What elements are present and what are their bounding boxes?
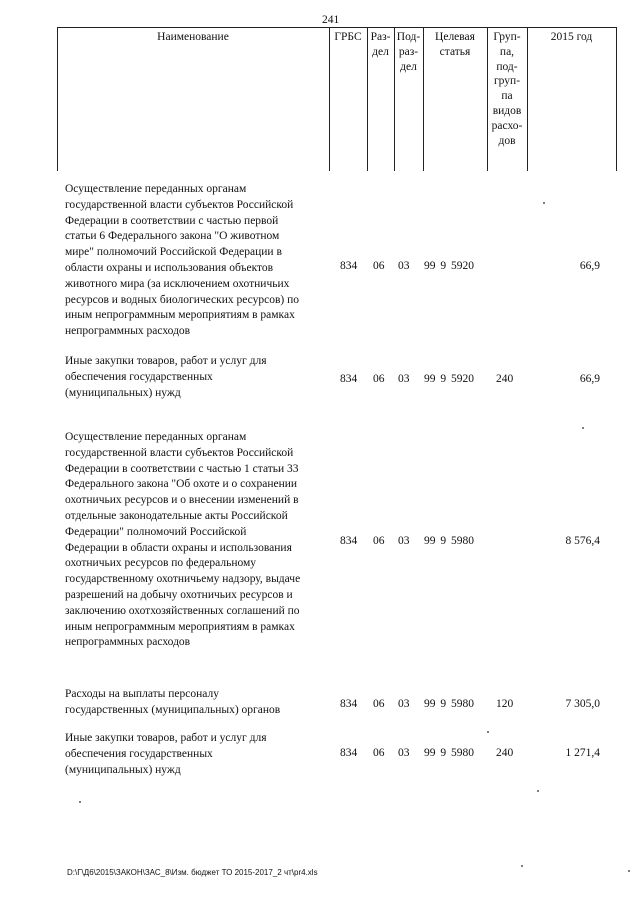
- row-target: 99 9 5920: [424, 373, 474, 385]
- row-grbs: 834: [340, 747, 358, 759]
- header-group: Груп- па, под- груп- па видов расхо- дов: [491, 31, 523, 147]
- row-podrazdel: 03: [398, 698, 410, 710]
- row-amount: 8 576,4: [565, 535, 600, 547]
- row-group: 120: [496, 698, 514, 710]
- header-divider: [616, 27, 617, 171]
- scan-speck: [628, 870, 630, 872]
- header-grbs: ГРБС: [334, 31, 362, 43]
- row-name: Осуществление переданных органам государственной власти субъектов Российской Федерации в соответствии с частью 1 статьи 33 Федерального закона "Об охоте и о сохранении охотничьих ресурсов и о внесении изменений в отдельные законодательные акты Российской Федерации" полномочий Российской Федерации в области охраны и использования охотничьих ресурсов по федеральному государственному охотничьему надзору, выдаче разрешений на добычу охотничьих ресурсов и заключению охотхозяйственных соглашений по иным непрограммным мероприятиям в рамках непрограммных расходов: [65, 431, 301, 649]
- row-group: 240: [496, 373, 514, 385]
- header-divider: [57, 27, 58, 171]
- row-name: Расходы на выплаты персоналу государственных (муниципальных) органов: [65, 688, 281, 716]
- row-target: 99 9 5980: [424, 535, 474, 547]
- row-podrazdel: 03: [398, 260, 410, 272]
- file-path: D:\Г\Д6\2015\ЗАКОН\ЗАС_8\Изм. бюджет ТО 2015-2017_2 чт\pr4.xls: [67, 868, 318, 877]
- row-podrazdel: 03: [398, 535, 410, 547]
- header-divider: [329, 27, 330, 171]
- row-razdel: 06: [373, 747, 385, 759]
- row-grbs: 834: [340, 698, 358, 710]
- scan-speck: [543, 202, 545, 204]
- row-podrazdel: 03: [398, 373, 410, 385]
- row-name: Осуществление переданных органам государственной власти субъектов Российской Федерации в соответствии с частью первой статьи 6 Федерального закона "О животном мире" полномочий Российской Федерации в области охраны и использования объектов животного мира (за исключением охотничьих ресурсов и водных биологических ресурсов) по иным непрограммным мероприятиям в рамках непрограммных расходов: [65, 183, 300, 338]
- row-podrazdel: 03: [398, 747, 410, 759]
- header-target: Целевая статья: [435, 31, 475, 58]
- row-grbs: 834: [340, 373, 358, 385]
- page-number: 241: [322, 14, 340, 26]
- row-grbs: 834: [340, 260, 358, 272]
- header-razdel: Раз- дел: [370, 31, 391, 58]
- row-target: 99 9 5920: [424, 260, 474, 272]
- row-target: 99 9 5980: [424, 747, 474, 759]
- scan-speck: [537, 790, 539, 792]
- row-razdel: 06: [373, 698, 385, 710]
- scan-speck: [521, 865, 523, 867]
- scan-speck: [582, 427, 584, 429]
- row-group: 240: [496, 747, 514, 759]
- row-amount: 1 271,4: [565, 747, 600, 759]
- header-year: 2015 год: [550, 31, 593, 43]
- row-razdel: 06: [373, 373, 385, 385]
- row-grbs: 834: [340, 535, 358, 547]
- row-razdel: 06: [373, 260, 385, 272]
- row-amount: 7 305,0: [565, 698, 600, 710]
- row-razdel: 06: [373, 535, 385, 547]
- row-name: Иные закупки товаров, работ и услуг для обеспечения государственных (муниципальных) нужд: [65, 355, 267, 399]
- table-header: [57, 27, 617, 171]
- row-amount: 66,9: [579, 373, 600, 385]
- header-divider: [527, 27, 528, 171]
- scan-speck: [79, 801, 81, 803]
- scan-speck: [487, 731, 489, 733]
- header-name: Наименование: [157, 31, 229, 43]
- row-name: Иные закупки товаров, работ и услуг для обеспечения государственных (муниципальных) нужд: [65, 732, 267, 776]
- row-target: 99 9 5980: [424, 698, 474, 710]
- header-top-border: [57, 27, 617, 28]
- row-amount: 66,9: [579, 260, 600, 272]
- header-podrazdel: Под- раз- дел: [396, 31, 421, 73]
